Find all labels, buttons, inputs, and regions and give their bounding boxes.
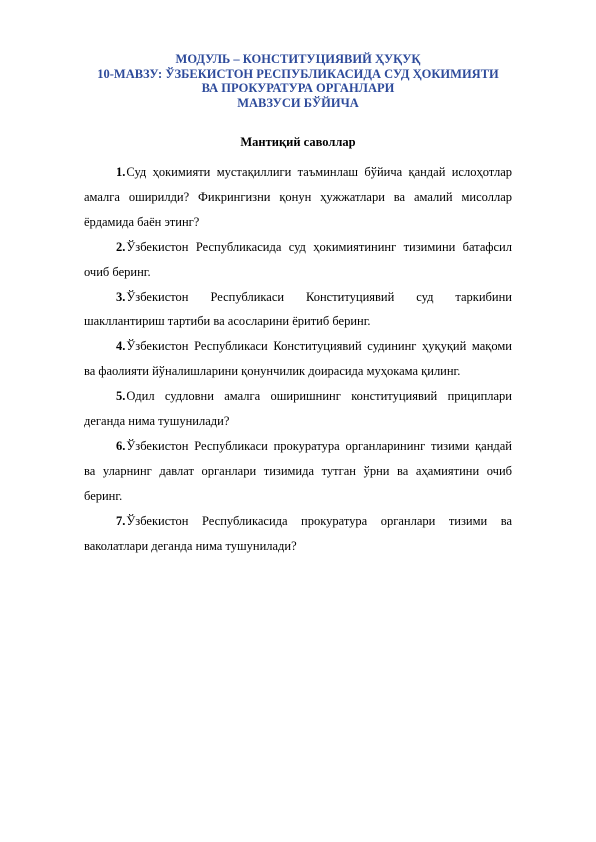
- question-item: [84, 235, 512, 285]
- question-item: [84, 160, 512, 235]
- header-topic-suffix: МАВЗУСИ БЎЙИЧА: [237, 95, 359, 110]
- question-item: [84, 509, 512, 559]
- document-header: [60, 52, 536, 110]
- header-module-title: МОДУЛЬ – КОНСТИТУЦИЯВИЙ ҲУҚУҚ: [175, 52, 421, 66]
- question-number: 3.: [116, 289, 126, 304]
- question-number: 5.: [116, 389, 126, 404]
- question-number: 2.: [116, 239, 126, 254]
- question-number: 1.: [116, 165, 126, 179]
- question-item: [84, 334, 512, 384]
- header-topic-title: 10-МАВЗУ: ЎЗБЕКИСТОН РЕСПУБЛИКАСИДА СУД ҲОКИМИЯТИ: [97, 66, 499, 81]
- question-number: 4.: [116, 339, 126, 354]
- question-item: [84, 434, 512, 509]
- question-text: Ўзбекистон Республикасида суд ҳокимиятининг тизимини батафсил очиб беринг.: [84, 239, 512, 279]
- question-text: Суд ҳокимияти мустақиллиги таъминлаш бўйича қандай ислоҳотлар амалга оширилди? Фикрингизни қонун ҳужжатлари ва амалий мисоллар ёрдамида баён этинг?: [84, 165, 512, 229]
- question-item: [84, 285, 512, 335]
- question-text: Одил судловни амалга оширишнинг конституциявий прициплари деганда нима тушунилади?: [84, 389, 512, 429]
- question-text: Ўзбекистон Республикасида прокуратура органлари тизими ва ваколатлари деганда нима тушунилади?: [84, 513, 512, 553]
- question-text: Ўзбекистон Республикаси Конституциявий суд таркибини шакллантириш тартиби ва асосларини ёритиб беринг.: [84, 289, 512, 329]
- question-text: Ўзбекистон Республикаси прокуратура органларининг тизими қандай ва уларнинг давлат органлари тизимида тутган ўрни ва аҳамиятини очиб беринг.: [84, 438, 512, 503]
- question-item: [84, 384, 512, 434]
- questions-list: [84, 160, 512, 559]
- question-text: Ўзбекистон Республикаси Конституциявий судининг ҳуқуқий мақоми ва фаолияти йўналишларини қонунчилик доирасида муҳокама қилинг.: [84, 339, 512, 379]
- header-topic-title-cont: ВА ПРОКУРАТУРА ОРГАНЛАРИ: [201, 81, 395, 96]
- question-number: 7.: [116, 513, 126, 528]
- question-number: 6.: [116, 438, 126, 453]
- section-subtitle: Мантиқий саволлар: [240, 135, 356, 149]
